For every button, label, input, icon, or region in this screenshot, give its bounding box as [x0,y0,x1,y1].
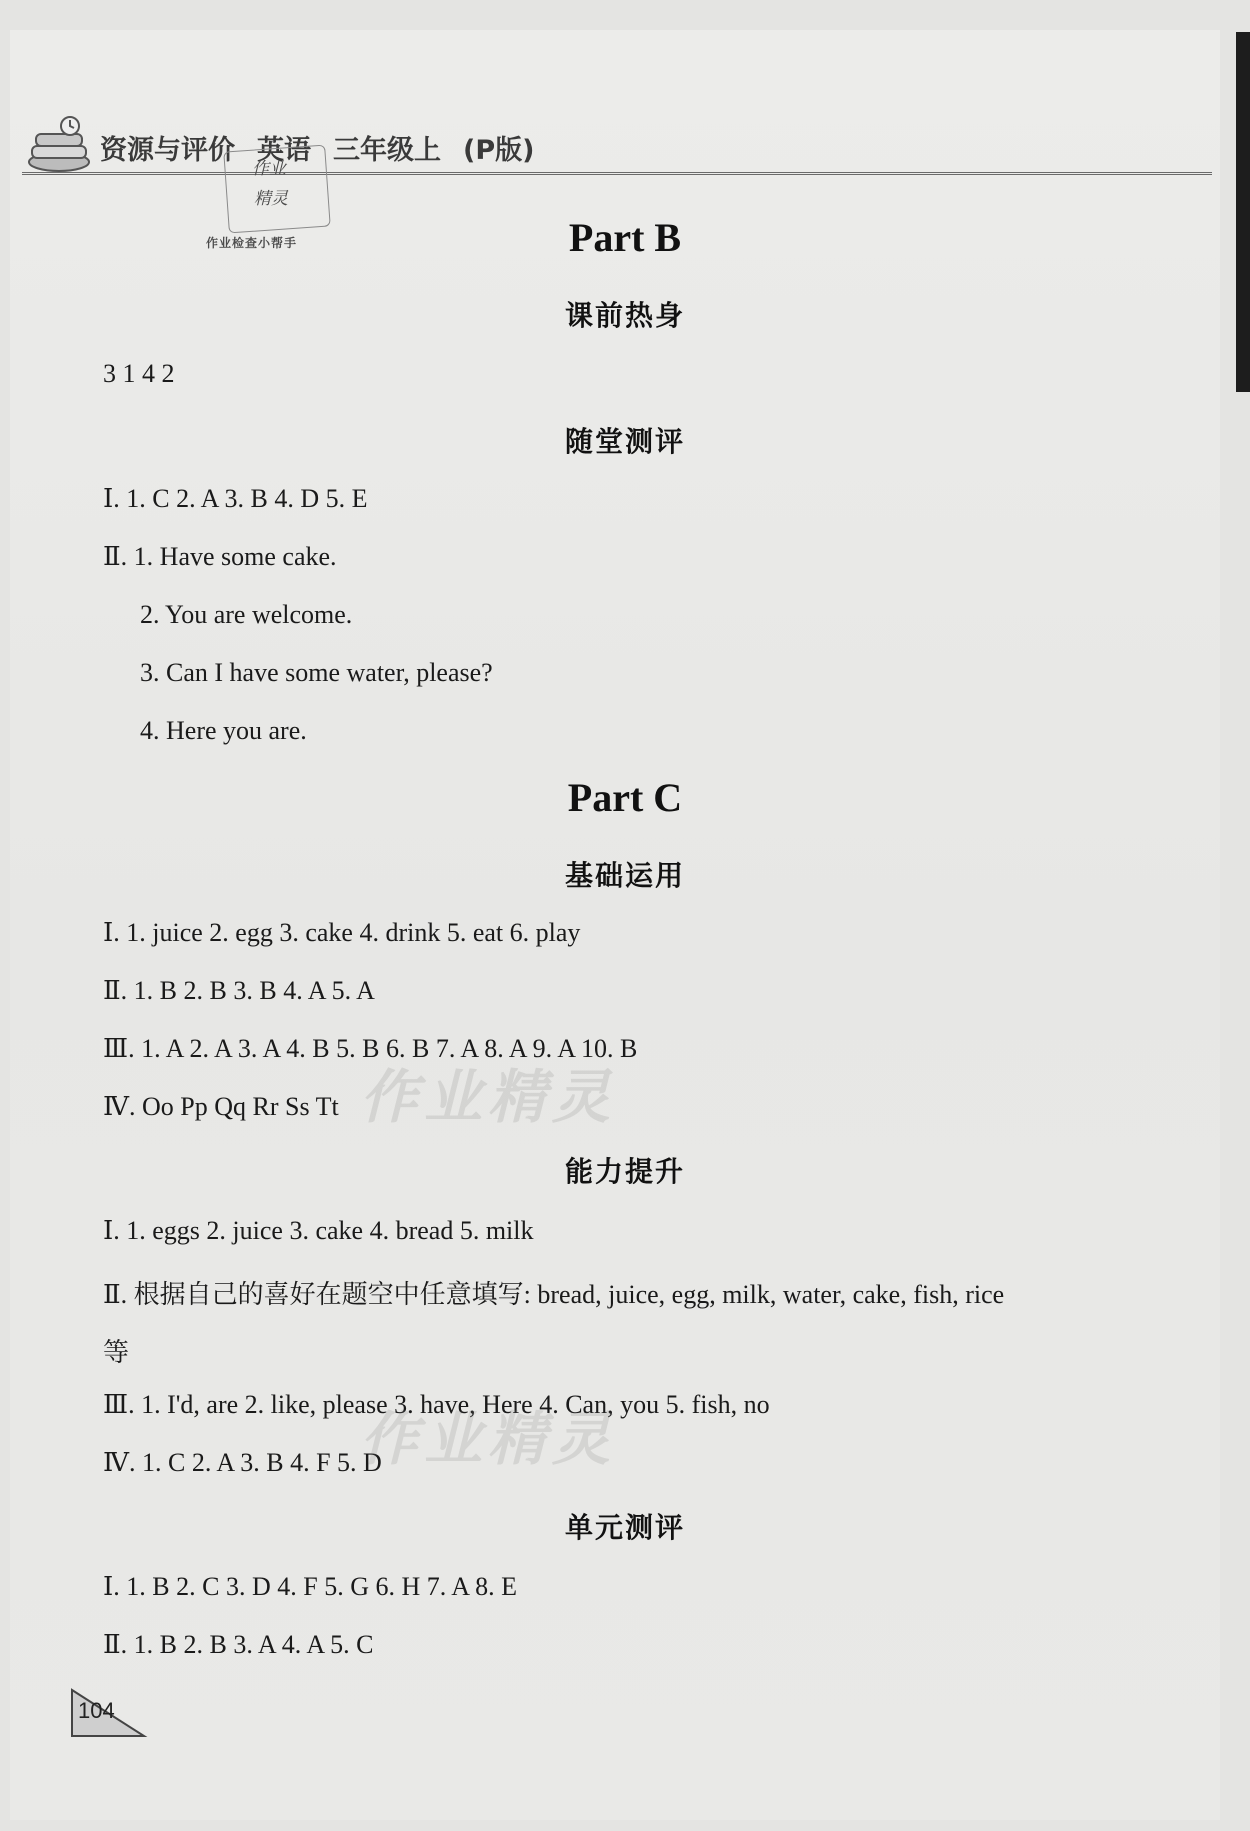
answer-line: Ⅰ. 1. C 2. A 3. B 4. D 5. E [103,484,368,513]
header-grade: 三年级上 [333,135,441,166]
answer-line: Ⅲ. 1. I'd, are 2. like, please 3. have, Here 4. Can, you 5. fish, no [103,1390,770,1419]
answer-line: Ⅲ. 1. A 2. A 3. A 4. B 5. B 6. B 7. A 8. A 9. A 10. B [103,1034,638,1063]
stamp-text-2: 精灵 [254,189,288,209]
answer-line: Ⅰ. 1. juice 2. egg 3. cake 4. drink 5. eat 6. play [103,918,581,947]
answer-line: Ⅱ. 1. B 2. B 3. B 4. A 5. A [103,976,375,1005]
answer-line: 2. You are welcome. [140,600,353,629]
answer-line: Ⅳ. Oo Pp Qq Rr Ss Tt [103,1092,339,1121]
stamp-text-3: 作业检查小帮手 [206,236,298,250]
book-spine-edge [1236,32,1250,392]
answer-line: Ⅰ. 1. eggs 2. juice 3. cake 4. bread 5. milk [103,1216,534,1245]
answer-line: Ⅱ. 1. B 2. B 3. A 4. A 5. C [103,1630,374,1659]
header-subject: 英语 [257,135,311,166]
warmup-answers: 3 1 4 2 [103,359,175,388]
books-logo-icon [24,110,94,180]
page-number: 104 [78,1698,115,1723]
part-c-title: Part C [567,775,683,820]
header-edition: (P版) [463,135,535,166]
unit-test-title: 单元测评 [564,1511,685,1544]
watermark-1: 作业精灵 [360,1063,617,1131]
header-series: 资源与评价 [100,135,235,166]
basic-title: 基础运用 [564,859,685,892]
advanced-title: 能力提升 [564,1155,685,1188]
answer-line: Ⅳ. 1. C 2. A 3. B 4. F 5. D [103,1448,382,1477]
answer-line: Ⅱ. 根据自己的喜好在题空中任意填写: bread, juice, egg, milk, water, cake, fish, rice [103,1280,1005,1309]
answer-line: 等 [103,1338,130,1367]
page-number-badge [70,1686,150,1740]
header-divider [22,172,1212,175]
answer-line: Ⅰ. 1. B 2. C 3. D 4. F 5. G 6. H 7. A 8. E [103,1572,518,1601]
part-b-title: Part B [568,215,682,260]
watermark-2: 作业精灵 [360,1405,617,1473]
classtest-title: 随堂测评 [564,425,685,458]
stamp-text-1: 作业 [252,159,286,179]
answer-line: 3. Can I have some water, please? [140,658,493,687]
answer-line: Ⅱ. 1. Have some cake. [103,542,337,571]
warmup-title: 课前热身 [564,299,685,332]
answer-line: 4. Here you are. [140,716,307,745]
